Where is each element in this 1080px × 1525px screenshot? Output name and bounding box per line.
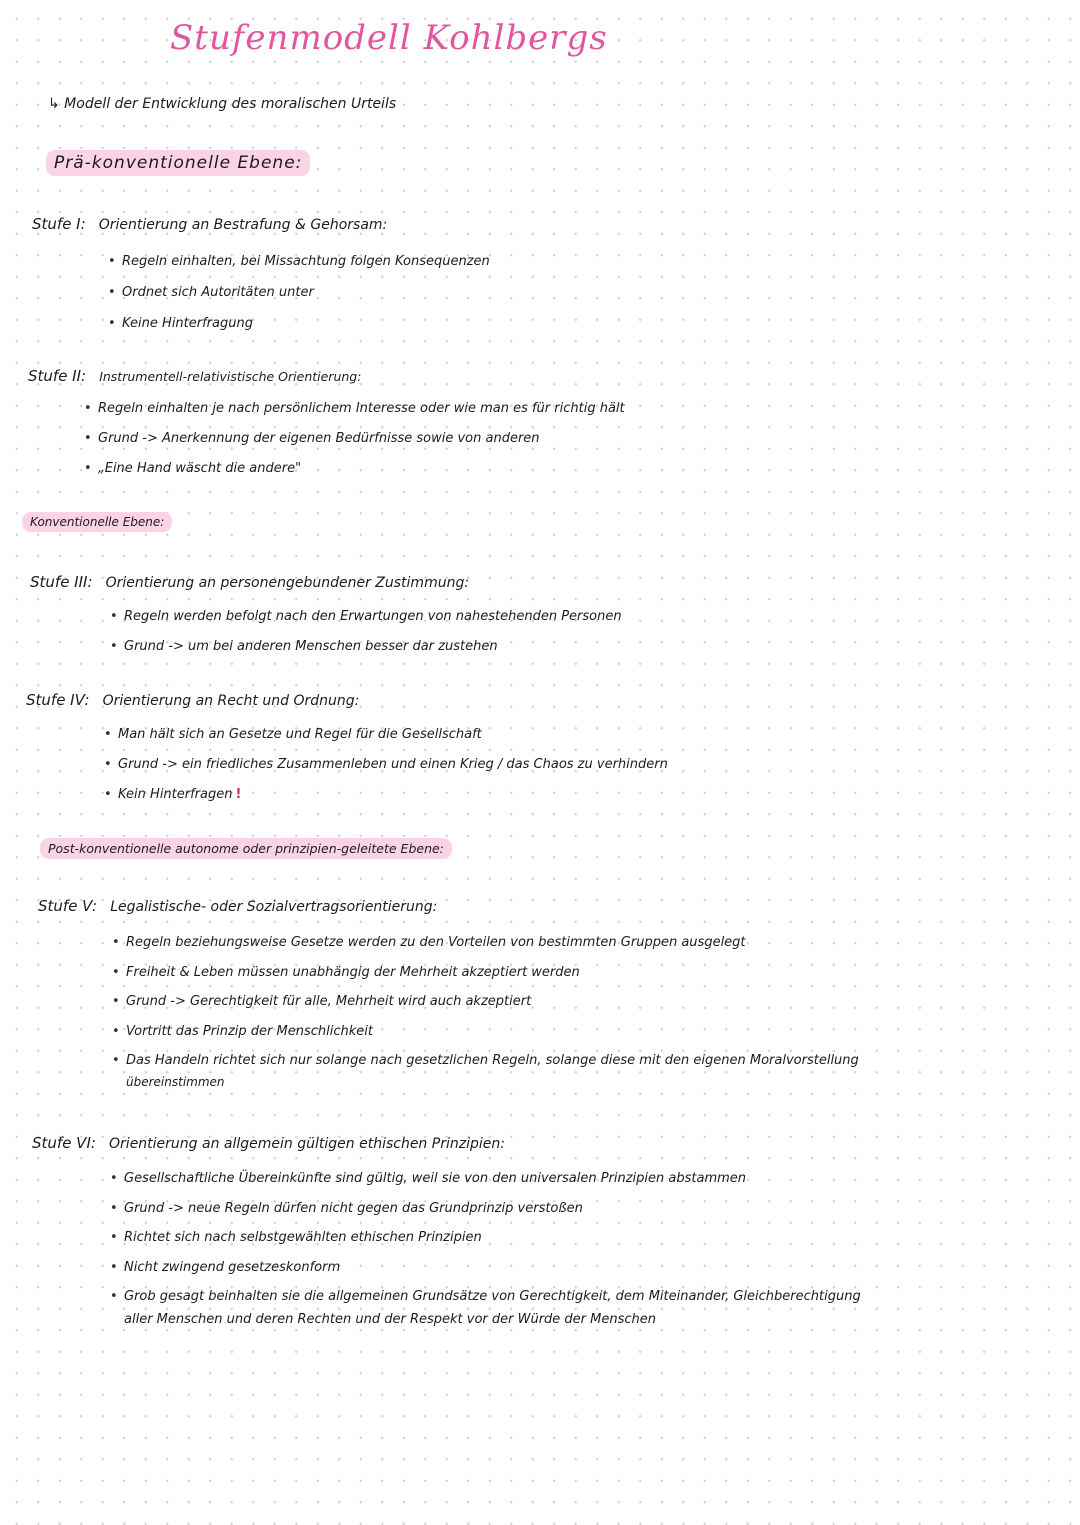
stage-label: Stufe I: xyxy=(32,215,86,233)
stage-heading: Orientierung an Recht und Ordnung: xyxy=(102,693,360,709)
stage-5-header xyxy=(38,896,437,915)
stage-label: Stufe III: xyxy=(30,573,93,591)
level-heading-conventional xyxy=(22,512,172,532)
stage-heading: Instrumentell-relativistische Orientierung: xyxy=(99,369,362,384)
level-heading-text: Konventionelle Ebene: xyxy=(22,512,172,532)
list-item: • Grund -> neue Regeln dürfen nicht gegen das Grundprinzip verstoßen xyxy=(110,1194,861,1224)
list-item: • Ordnet sich Autoritäten unter xyxy=(108,277,490,308)
stage-1-header xyxy=(32,214,387,233)
list-item: • Regeln werden befolgt nach den Erwartungen von nahestehenden Personen xyxy=(110,602,622,632)
stage-6-header xyxy=(32,1133,505,1152)
list-item: • Grund -> um bei anderen Menschen besser dar zustehen xyxy=(110,632,622,662)
level-heading-text: Post-konventionelle autonome oder prinzipien-geleitete Ebene: xyxy=(40,838,452,859)
stage-2-points xyxy=(84,394,625,484)
stage-2-header xyxy=(28,366,361,385)
stage-label: Stufe IV: xyxy=(26,691,90,709)
stage-label: Stufe II: xyxy=(28,367,87,385)
list-item: • Man hält sich an Gesetze und Regel für die Gesellschaft xyxy=(104,720,668,750)
list-item: • Grund -> Anerkennung der eigenen Bedürfnisse sowie von anderen xyxy=(84,424,625,454)
stage-3-points xyxy=(110,602,622,662)
stage-heading: Orientierung an Bestrafung & Gehorsam: xyxy=(98,217,388,233)
page-title: Stufenmodell Kohlbergs xyxy=(170,18,608,58)
list-item: • Freiheit & Leben müssen unabhängig der Mehrheit akzeptiert werden xyxy=(112,958,859,988)
list-item xyxy=(104,780,668,810)
list-item: • Regeln beziehungsweise Gesetze werden zu den Vorteilen von bestimmten Gruppen ausgelegt xyxy=(112,928,859,958)
stage-heading: Orientierung an personengebundener Zustimmung: xyxy=(105,575,470,591)
list-item: • „Eine Hand wäscht die andere" xyxy=(84,454,625,484)
stage-6-points xyxy=(110,1164,861,1312)
list-item: • Grob gesagt beinhalten sie die allgemeinen Grundsätze von Gerechtigkeit, dem Miteinander, Gleichberechtigung xyxy=(110,1282,861,1312)
stage-4-header xyxy=(26,690,359,709)
stage-4-points xyxy=(104,720,668,810)
list-item: • Grund -> Gerechtigkeit für alle, Mehrheit wird auch akzeptiert xyxy=(112,987,859,1017)
level-heading-text: Prä-konventionelle Ebene: xyxy=(46,150,310,176)
list-item: • Richtet sich nach selbstgewählten ethischen Prinzipien xyxy=(110,1223,861,1253)
level-heading-post-conventional xyxy=(40,838,452,859)
stage-6-continuation: aller Menschen und deren Rechten und der Respekt vor der Würde der Menschen xyxy=(124,1312,657,1327)
stage-5-points xyxy=(112,928,859,1076)
list-item: • Nicht zwingend gesetzeskonform xyxy=(110,1253,861,1283)
stage-5-continuation: übereinstimmen xyxy=(126,1075,225,1089)
level-heading-pre-conventional xyxy=(46,150,310,176)
list-item: • Grund -> ein friedliches Zusammenleben und einen Krieg / das Chaos zu verhindern xyxy=(104,750,668,780)
subtitle: ↳ Modell der Entwicklung des moralischen Urteils xyxy=(48,96,397,112)
list-item: • Regeln einhalten je nach persönlichem Interesse oder wie man es für richtig hält xyxy=(84,394,625,424)
stage-1-points xyxy=(108,246,490,339)
list-item: • Das Handeln richtet sich nur solange nach gesetzlichen Regeln, solange diese mit den eigenen Moralvorstellung xyxy=(112,1046,859,1076)
stage-label: Stufe VI: xyxy=(32,1134,96,1152)
stage-3-header xyxy=(30,572,469,591)
stage-heading: Legalistische- oder Sozialvertragsorientierung: xyxy=(110,899,438,915)
exclamation-mark: ! xyxy=(235,787,242,802)
list-item: • Regeln einhalten, bei Missachtung folgen Konsequenzen xyxy=(108,246,490,277)
stage-label: Stufe V: xyxy=(38,897,98,915)
list-item: • Gesellschaftliche Übereinkünfte sind gültig, weil sie von den universalen Prinzipien abstammen xyxy=(110,1164,861,1194)
list-item-text: Kein Hinterfragen xyxy=(118,787,233,802)
list-item: • Vortritt das Prinzip der Menschlichkeit xyxy=(112,1017,859,1047)
list-item: • Keine Hinterfragung xyxy=(108,308,490,339)
stage-heading: Orientierung an allgemein gültigen ethischen Prinzipien: xyxy=(109,1136,505,1152)
